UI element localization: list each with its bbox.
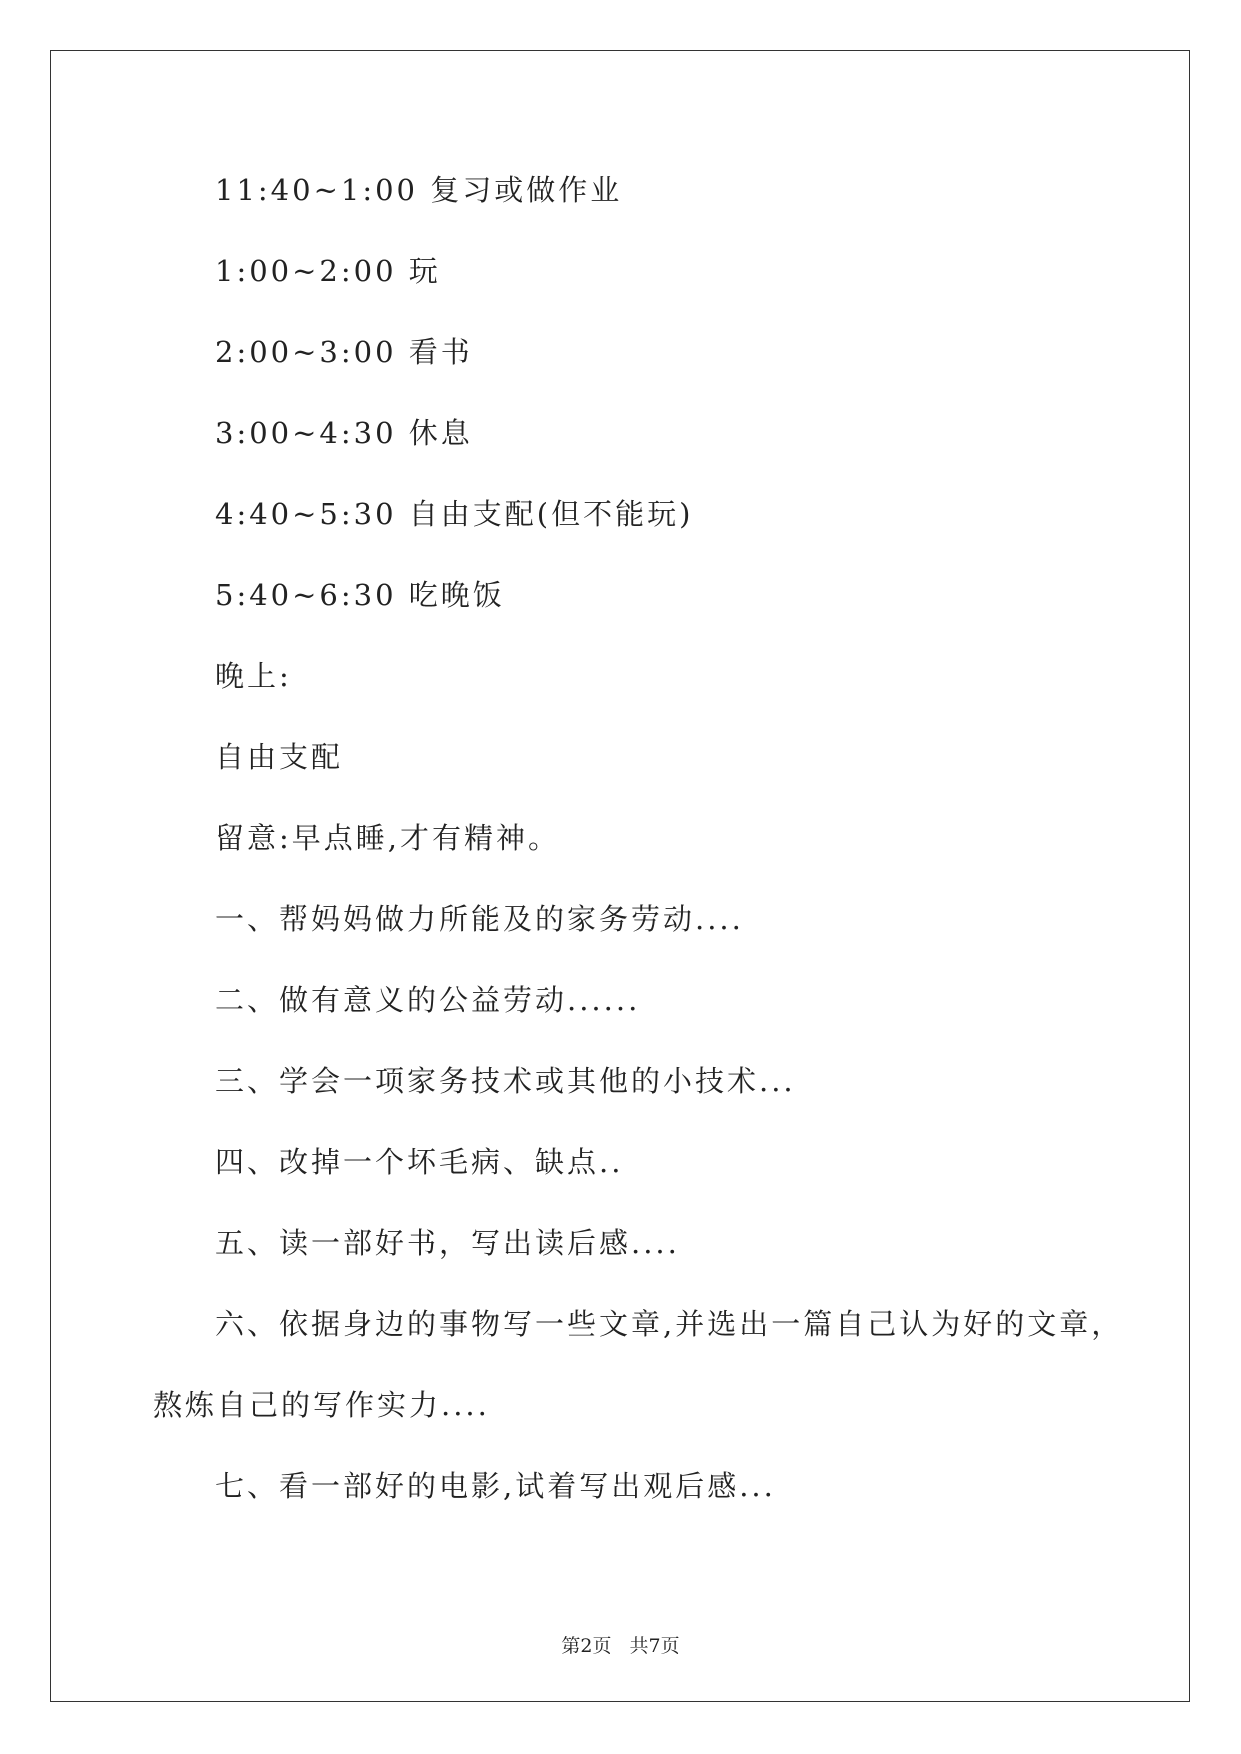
page-border bbox=[50, 50, 1190, 1702]
list-item-5: 五、读一部好书，写出读后感.... bbox=[215, 1226, 680, 1260]
list-item-6: 六、依据身边的事物写一些文章,并选出一篇自己认为好的文章， bbox=[215, 1307, 1124, 1341]
list-item-7: 七、看一部好的电影,试着写出观后感... bbox=[215, 1469, 776, 1503]
list-item-3: 三、学会一项家务技术或其他的小技术... bbox=[215, 1064, 796, 1098]
page-footer bbox=[0, 1637, 1241, 1656]
current-page-label: 第2页 bbox=[561, 1635, 612, 1657]
list-item-1: 一、帮妈妈做力所能及的家务劳动.... bbox=[215, 902, 744, 936]
schedule-line-6: 5:40~6:30 吃晚饭 bbox=[215, 578, 505, 612]
evening-text: 自由支配 bbox=[215, 740, 344, 774]
schedule-line-3: 2:00~3:00 看书 bbox=[215, 335, 473, 369]
list-item-4: 四、改掉一个坏毛病、缺点.. bbox=[215, 1145, 624, 1179]
list-item-2: 二、做有意义的公益劳动...... bbox=[215, 983, 641, 1017]
schedule-line-1: 11:40~1:00 复习或做作业 bbox=[215, 173, 623, 207]
schedule-line-4: 3:00~4:30 休息 bbox=[215, 416, 473, 450]
list-item-6-continuation: 熬炼自己的写作实力.... bbox=[153, 1388, 490, 1422]
schedule-line-5: 4:40~5:30 自由支配(但不能玩) bbox=[215, 497, 694, 531]
schedule-line-2: 1:00~2:00 玩 bbox=[215, 254, 441, 288]
note-text: 留意:早点睡,才有精神。 bbox=[215, 821, 560, 855]
evening-heading: 晚上: bbox=[215, 659, 292, 693]
total-pages-label: 共7页 bbox=[629, 1635, 680, 1657]
